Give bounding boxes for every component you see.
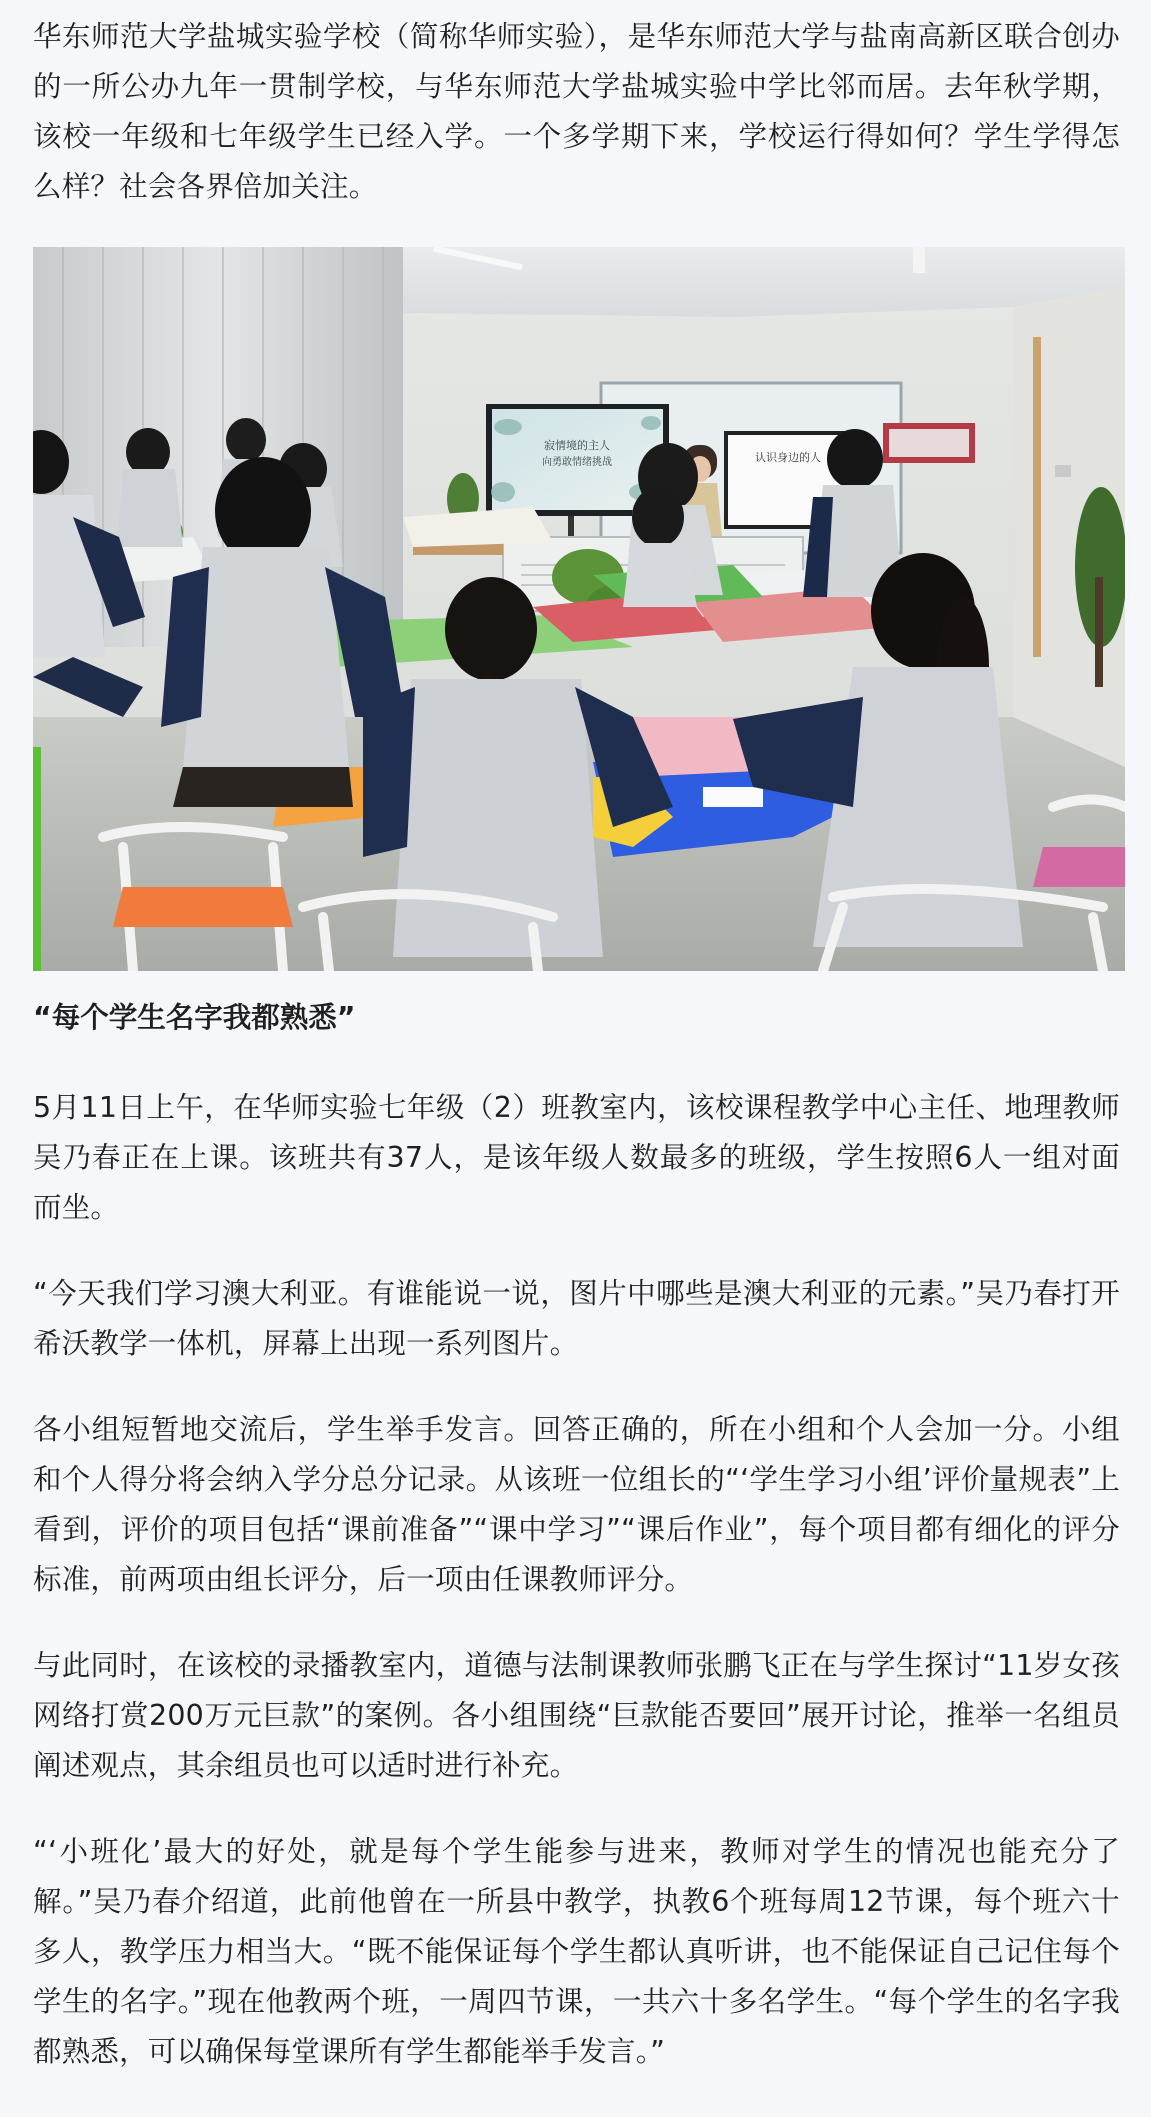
body-paragraph: “‘小班化’最大的好处，就是每个学生能参与进来，教师对学生的情况也能充分了解。”吴乃春介绍道，此前他曾在一所县中教学，执教6个班每周12节课，每个班六十多人，教学压力相当大。“既不能保证每个学生都认真听讲，也不能保证自己记住每个学生的名字。”现在他教两个班，一周四节课，一共六十多名学生。“每个学生的名字我都熟悉，可以确保每堂课所有学生都能举手发言。” [33,1835,1120,2068]
body-paragraph: 5月11日上午，在华师实验七年级（2）班教室内，该校课程教学中心主任、地理教师吴乃春正在上课。该班共有37人，是该年级人数最多的班级，学生按照6人一组对面而坐。 [33,1091,1120,1224]
classroom-photo [33,247,1125,971]
intro-paragraph: 华东师范大学盐城实验学校（简称华师实验），是华东师范大学与盐南高新区联合创办的一所公办九年一贯制学校，与华东师范大学盐城实验中学比邻而居。去年秋学期，该校一年级和七年级学生已经入学。一个多学期下来，学校运行得如何？学生学得怎么样？社会各界倍加关注。 [33,20,1120,203]
easel-board-text: 认识身边的人 [755,451,821,464]
screen-text-2: 向勇敢情绪挑战 [542,457,612,468]
classroom-photo-illustration [33,247,1125,971]
screen-text-1: 寂情境的主人 [544,439,610,452]
body-paragraph: 各小组短暂地交流后，学生举手发言。回答正确的，所在小组和个人会加一分。小组和个人得分将会纳入学分总分记录。从该班一位组长的“‘学生学习小组’评价量规表”上看到，评价的项目包括“课前准备”“课中学习”“课后作业”，每个项目都有细化的评分标准，前两项由组长评分，后一项由任课教师评分。 [33,1413,1120,1596]
body-paragraph: 与此同时，在该校的录播教室内，道德与法制课教师张鹏飞正在与学生探讨“11岁女孩网络打赏200万元巨款”的案例。各小组围绕“巨款能否要回”展开讨论，推举一名组员阐述观点，其余组员也可以适时进行补充。 [33,1649,1120,1782]
body-paragraph: “今天我们学习澳大利亚。有谁能说一说，图片中哪些是澳大利亚的元素。”吴乃春打开希沃教学一体机，屏幕上出现一系列图片。 [33,1277,1120,1360]
section-heading: “每个学生名字我都熟悉” [33,1001,356,1034]
